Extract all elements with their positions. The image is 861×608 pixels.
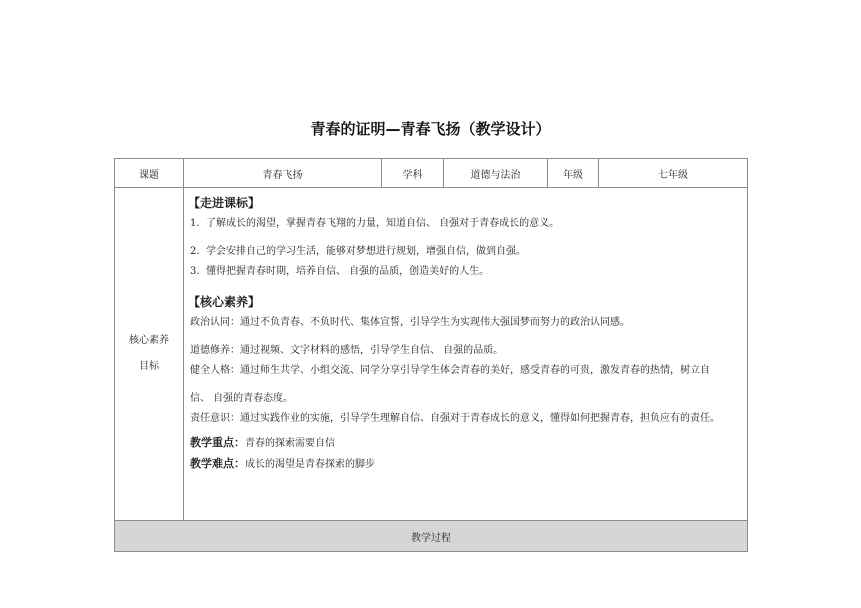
core-item-personality: 健全人格：通过师生共学、小组交流、同学分享引导学生体会青春的美好，感受青春的可贵，激发青春的热情，树立自 bbox=[190, 365, 710, 376]
header-row bbox=[115, 159, 748, 188]
core-item-personality-cont: 信、 自强的青春态度。 bbox=[190, 393, 294, 404]
teaching-difficulty bbox=[190, 457, 741, 472]
subject-label: 学科 bbox=[382, 159, 444, 188]
teaching-focus bbox=[190, 436, 741, 451]
core-heading: 【核心素养】 bbox=[188, 295, 261, 309]
row-label-line2: 目标 bbox=[139, 361, 159, 372]
row-label-line1: 核心素养 bbox=[129, 335, 169, 346]
grade-label: 年级 bbox=[548, 159, 599, 188]
teaching-focus-text: 青春的探索需要自信 bbox=[245, 438, 335, 449]
core-item-responsibility: 责任意识：通过实践作业的实施，引导学生理解自信、自强对于青春成长的意义，懂得如何把握青春，担负应有的责任。 bbox=[190, 413, 720, 424]
grade-value: 七年级 bbox=[599, 159, 748, 188]
content-row bbox=[115, 188, 748, 521]
content-cell bbox=[184, 188, 748, 521]
page-title: 青春的证明—青春飞扬（教学设计） bbox=[310, 120, 551, 138]
lesson-plan-table bbox=[114, 158, 748, 552]
topic-value: 青春飞扬 bbox=[184, 159, 382, 188]
teaching-difficulty-label: 教学难点： bbox=[190, 457, 245, 470]
teaching-focus-label: 教学重点： bbox=[190, 436, 245, 449]
standard-item: 2. 学会安排自己的学习生活，能够对梦想进行规划，增强自信，做到自强。 bbox=[190, 246, 526, 257]
standards-heading: 【走进课标】 bbox=[188, 196, 261, 210]
process-label: 教学过程 bbox=[115, 521, 748, 552]
row-label bbox=[115, 188, 184, 521]
teaching-difficulty-text: 成长的渴望是青春探索的脚步 bbox=[245, 459, 375, 470]
standard-item: 1. 了解成长的渴望，掌握青春飞翔的力量，知道自信、 自强对于青春成长的意义。 bbox=[190, 218, 560, 229]
standard-item: 3. 懂得把握青春时期，培养自信、 自强的品质，创造美好的人生。 bbox=[190, 266, 490, 277]
core-item-politics: 政治认同：通过不负青春、不负时代、集体宣誓，引导学生为实现伟大强国梦而努力的政治认同感。 bbox=[190, 317, 630, 328]
core-item-morality: 道德修养：通过视频、文字材料的感悟，引导学生自信、 自强的品质。 bbox=[190, 345, 504, 356]
process-row bbox=[115, 521, 748, 552]
subject-value: 道德与法治 bbox=[444, 159, 548, 188]
topic-label: 课题 bbox=[115, 159, 184, 188]
